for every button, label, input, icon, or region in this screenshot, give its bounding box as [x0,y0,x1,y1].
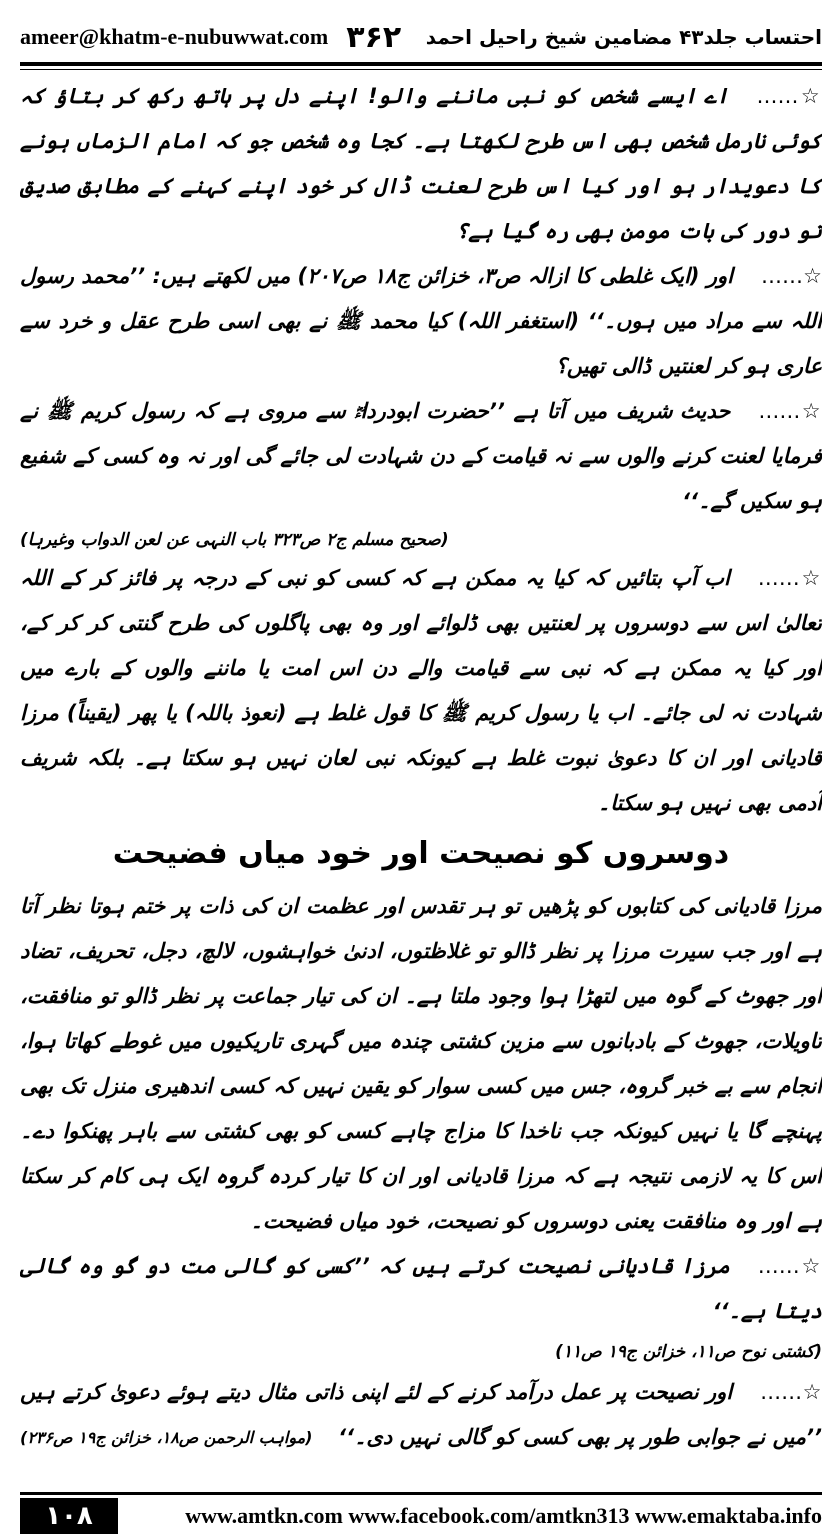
paragraph-4 [20,556,822,826]
page-footer [20,1492,822,1536]
star-icon: ☆…… [756,84,822,108]
page-header [20,8,822,66]
reference-kashti-nooh: (کشتی نوح ص۱۱، خزائن ج۱۹ ص۱۱) [555,1342,822,1362]
paragraph-3-text: حدیث شریف میں آتا ہے ’’حضرت ابودرداءؓ سے مروی ہے کہ رسول کریم ﷺ نے فرمایا لعنت کرنے والوں سے نہ قیامت کے دن شہادت لی جائے گی اور نہ وہ کسی کے شفیع ہو سکیں گے۔‘‘ [20,399,822,513]
header-page-number: ۳۶۲ [346,19,402,55]
footer-links[interactable]: www.amtkn.com www.facebook.com/amtkn313 www.emaktaba.info [185,1503,822,1528]
reference-mawahib: (مواہب الرحمن ص۱۸، خزائن ج۱۹ ص۲۳۶) [20,1428,313,1447]
star-icon: ☆…… [758,399,822,423]
paragraph-3 [20,389,822,524]
paragraph-5 [20,884,822,1244]
header-title: احتساب جلد۴۳ مضامین شیخ راحیل احمد [425,25,822,49]
paragraph-7-text: اور نصیحت پر عمل درآمد کرنے کے لئے اپنی ذاتی مثال دیتے ہوئے دعویٰ کرتے ہیں ’’میں نے جوابی طور پر بھی کسی کو گالی نہیں دی۔‘‘ [20,1380,822,1449]
paragraph-7 [20,1370,822,1460]
star-icon: ☆…… [760,1380,822,1404]
header-left [20,20,401,55]
footer-page-number: ۱۰۸ [20,1498,118,1534]
header-rule-thin [20,69,822,70]
header-email[interactable]: ameer@khatm-e-nubuwwat.com [20,24,329,49]
footer-rule [20,1492,822,1495]
paragraph-1-text: اے ایسے شخص کو نبی ماننے والو! اپنے دل پر ہاتھ رکھ کر بتاؤ کہ کوئی نارمل شخص بھی اس طرح لکھتا ہے۔ کجا وہ شخص جو کہ امام الزماں ہونے کا دعویدار ہو اور کیا اس طرح لعنت ڈال کر خود اپنے کہنے کے مطابق صدیق تو دور کی بات مومن بھی رہ گیا ہے؟ [20,84,822,243]
star-icon: ☆…… [757,566,822,590]
paragraph-4-text: اب آپ بتائیں کہ کیا یہ ممکن ہے کہ کسی کو نبی کے درجہ پر فائز کر کے اللہ تعالیٰ اس سے دوسروں پر لعنتیں بھی ڈلوائے اور وہ بھی پاگلوں کی طرح گنتی کر کر کے، اور کیا یہ ممکن ہے کہ نبی سے قیامت والے دن اس امت یا ماننے والوں کے بارے میں شہادت نہ لی جائے۔ اب یا رسول کریم ﷺ کا قول غلط ہے (نعوذ باللہ) یا پھر (یقیناً) مرزا قادیانی اور ان کا دعویٰ نبوت غلط ہے کیونکہ نبی لعان نہیں ہو سکتا ہے۔ بلکہ شریف آدمی بھی نہیں ہو سکتا۔ [20,566,822,815]
paragraph-2-text: اور (ایک غلطی کا ازالہ ص۳، خزائن ج۱۸ ص۲۰۷) میں لکھتے ہیں: ’’محمد رسول اللہ سے مراد میں ہوں۔‘‘ (استغفر اللہ) کیا محمد ﷺ نے بھی اسی طرح عقل و خرد سے عاری ہو کر لعنتیں ڈالی تھیں؟ [20,264,822,378]
section-heading: دوسروں کو نصیحت اور خود میاں فضیحت [112,836,730,871]
paragraph-2 [20,254,822,389]
star-icon: ☆…… [757,1254,822,1278]
paragraph-6 [20,1244,822,1334]
header-rule-thick [20,62,822,66]
paragraph-5-text: مرزا قادیانی کی کتابوں کو پڑھیں تو ہر تقدس اور عظمت ان کی ذات پر ختم ہوتا نظر آتا ہے اور جب سیرت مرزا پر نظر ڈالو تو غلاظتوں، ادنیٰ خواہشوں، لالچ، دجل، تحریف، تضاد اور جھوٹ کے گوہ میں لتھڑا ہوا وجود ملتا ہے۔ ان کی تیار جماعت پر نظر ڈالو تو منافقت، تاویلات، جھوٹ کے بادبانوں سے مزین کشتی چندہ میں گہری تاریکیوں میں غوطے کھاتا ہوا، انجام سے بے خبر گروہ، جس میں کسی سوار کو یقین نہیں کہ کسی اندھیری منزل تک بھی پہنچے گا یا نہیں کیونکہ جب ناخدا کا مزاج چاہے کسی کو بھی کشتی سے باہر پھنکوا دے۔ اس کا یہ لازمی نتیجہ ہے کہ مرزا قادیانی اور ان کا تیار کردہ گروہ ایک ہی کام کر سکتا ہے اور وہ منافقت یعنی دوسروں کو نصیحت، خود میاں فضیحت۔ [20,894,822,1233]
reference-muslim: (صحیح مسلم ج۲ ص۳۲۳ باب النہی عن لعن الدواب وغیرہا) [20,530,449,550]
paragraph-6-text: مرزا قادیانی نصیحت کرتے ہیں کہ ’’کسی کو گالی مت دو گو وہ گالی دیتا ہے۔‘‘ [20,1254,822,1323]
star-icon: ☆…… [761,264,822,288]
page-content [20,74,822,1482]
paragraph-1 [20,74,822,254]
